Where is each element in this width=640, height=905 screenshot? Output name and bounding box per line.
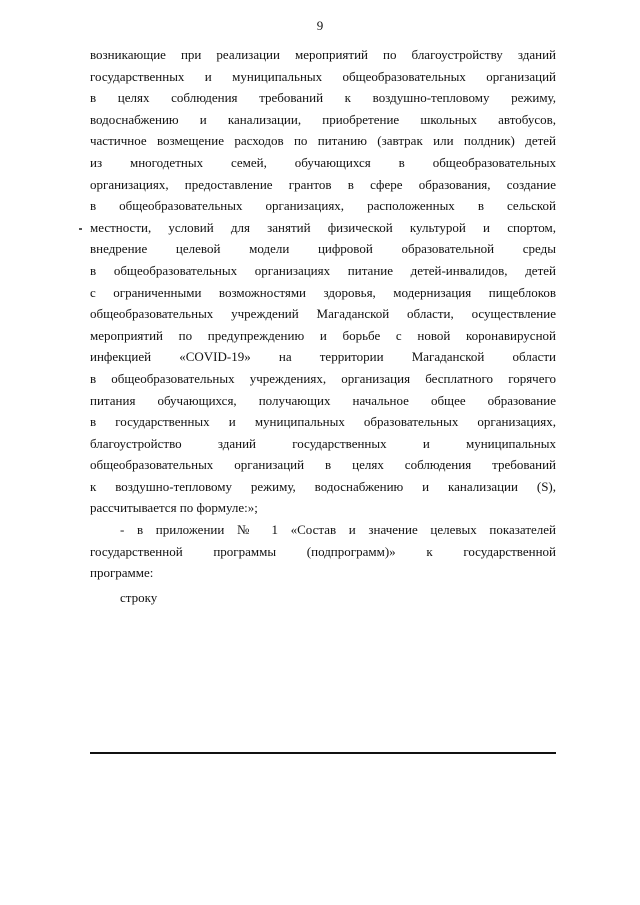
- closing-word: строку: [120, 590, 158, 605]
- paragraph-line: общеобразовательных учреждений Магаданской области, осуществление: [90, 306, 556, 322]
- paragraph-line: возникающие при реализации мероприятий по благоустройству зданий: [90, 47, 556, 62]
- paragraph-line: с ограниченными возможностями здоровья, модернизация пищеблоков: [90, 284, 556, 300]
- paragraph-line: в общеобразовательных организациях, расположенных в сельской: [90, 198, 556, 214]
- paragraph-line: частичное возмещение расходов по питанию (завтрак или полдник) детей: [90, 133, 556, 149]
- paragraph-line: питания обучающихся, получающих начальное общее образование: [90, 392, 556, 408]
- paragraph-line: водоснабжению и канализации, приобретение школьных автобусов,: [90, 111, 556, 127]
- paragraph-line: в целях соблюдения требований к воздушно-тепловому режиму,: [90, 90, 556, 106]
- paragraph-line: в общеобразовательных организациях питание детей-инвалидов, детей: [90, 262, 556, 278]
- paragraph-line: общеобразовательных организаций в целях соблюдения требований: [90, 457, 556, 473]
- paragraph-line: из многодетных семей, обучающихся в общеобразовательных: [90, 154, 556, 170]
- page-divider: [90, 752, 556, 754]
- paragraph-line: местности, условий для занятий физической культурой и спортом,: [90, 219, 556, 235]
- paragraph-line-last: рассчитывается по формуле:»;: [90, 500, 258, 516]
- paragraph-line: в общеобразовательных учреждениях, организация бесплатного горячего: [90, 370, 556, 386]
- paragraph-line: государственных и муниципальных общеобразовательных организаций: [90, 68, 556, 84]
- paragraph-line: в государственных и муниципальных образовательных организациях,: [90, 414, 556, 430]
- amendment-line-last: программе:: [90, 565, 154, 581]
- paragraph-line: внедрение целевой модели цифровой образовательной среды: [90, 241, 556, 257]
- paragraph-line: инфекцией «COVID-19» на территории Магаданской области: [90, 349, 556, 365]
- paragraph-line: мероприятий по предупреждению и борьбе с новой коронавирусной: [90, 327, 556, 343]
- paragraph-line: организациях, предоставление грантов в сфере образования, создание: [90, 176, 556, 192]
- amendment-line: государственной программы (подпрограмм)» к государственной: [90, 543, 556, 559]
- page-number: 9: [316, 18, 324, 33]
- page-body: [90, 44, 556, 584]
- amendment-line: - в приложении № 1 «Состав и значение целевых показателей: [120, 522, 556, 538]
- paragraph-line: к воздушно-тепловому режиму, водоснабжению и канализации (S),: [90, 478, 556, 494]
- margin-mark: [79, 228, 82, 230]
- paragraph-line: благоустройство зданий государственных и муниципальных: [90, 435, 556, 451]
